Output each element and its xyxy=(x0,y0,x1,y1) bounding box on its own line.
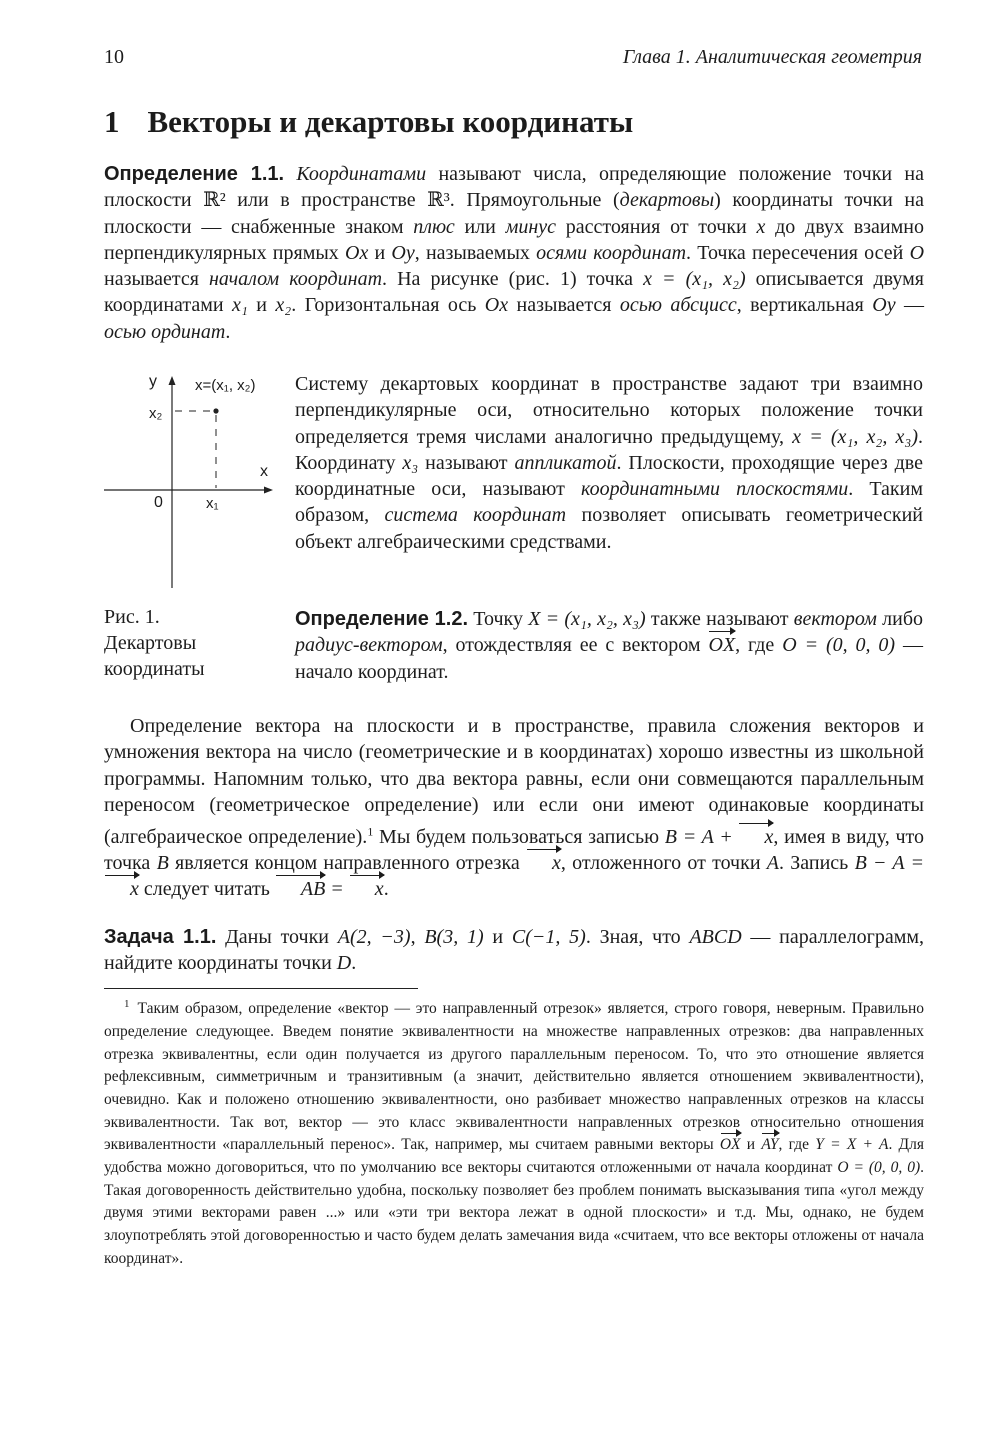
text-run: и xyxy=(247,294,276,317)
page-number: 10 xyxy=(104,46,124,68)
definition-label: Определение 1.1. xyxy=(104,163,285,185)
math-expression: Y = X + A xyxy=(815,1136,889,1154)
emphasized-term: радиус-вектором xyxy=(295,634,443,657)
text-run: называется xyxy=(104,268,209,291)
math-expression: A xyxy=(766,852,780,875)
figure-caption xyxy=(104,604,280,682)
text-run: описывается двумя координатами xyxy=(104,268,924,317)
emphasized-term: началом координат xyxy=(208,268,383,291)
emphasized-term: вектором xyxy=(793,608,877,630)
text-run: или xyxy=(454,215,506,238)
text-run: . xyxy=(383,878,389,901)
section-title: Векторы и декартовы координаты xyxy=(147,104,634,139)
text-run: — xyxy=(895,294,925,317)
footnote-mark: 1 xyxy=(124,998,130,1010)
x-axis-arrow-icon xyxy=(264,487,273,494)
coordinate-diagram xyxy=(104,368,280,598)
vector-symbol: AB xyxy=(275,876,325,902)
text-run: и xyxy=(368,241,392,264)
text-run: , отложенного от точки xyxy=(560,852,767,875)
footnote-divider xyxy=(104,988,418,989)
text-run: до двух взаимно перпендикулярных прямых xyxy=(104,215,924,264)
math-expression: Ox xyxy=(484,294,509,317)
emphasized-term: Координатами xyxy=(296,163,427,185)
math-expression: x = (x₁, x₂, x₃) xyxy=(792,425,918,448)
math-expression: ABCD xyxy=(689,926,742,948)
task-label: Задача 1.1. xyxy=(104,926,217,948)
text-run: либо xyxy=(876,608,924,630)
text-run: . Такая договоренность действительно удобна, поскольку позволяет без проблем понимать высказывания типа «угол между двумя этими векторами равен ...» или «эти три вектора лежат в одной плоскости» и т.д. Мы, однако, не будем злоупотреблять этой договоренностью и часто будем делать замечания вида «считаем, что все векторы отложены от начала координат». xyxy=(104,1159,924,1267)
text-run: . Плоскости, проходящие через две координатные оси, называют xyxy=(295,451,923,501)
text-run: называют xyxy=(418,451,515,474)
emphasized-term: осями координат xyxy=(536,241,687,264)
vector-symbol: x xyxy=(526,850,561,876)
text-run: и xyxy=(483,926,512,948)
text-run: . xyxy=(225,320,231,343)
vector-symbol: x xyxy=(349,876,384,902)
text-run xyxy=(284,163,296,185)
axis-x-label: x xyxy=(260,463,268,480)
text-run: и xyxy=(740,1136,762,1154)
text-run: , отождествляя ее с вектором xyxy=(442,634,709,657)
text-run: позволяет описывать геометрический объект алгебраическими средствами. xyxy=(295,504,924,553)
task-1-1 xyxy=(104,924,924,977)
y-axis-arrow-icon xyxy=(169,376,176,385)
definition-1-2 xyxy=(295,606,923,685)
text-run: , вертикальная xyxy=(736,294,873,317)
math-expression: x xyxy=(756,215,766,238)
math-expression: A(2, −3) xyxy=(337,926,411,948)
math-expression: B(3, 1) xyxy=(424,926,484,948)
text-run: . Таким образом, xyxy=(295,478,924,527)
text-run: , где xyxy=(778,1136,816,1154)
body-paragraph-text xyxy=(104,715,924,900)
body-paragraph xyxy=(104,713,924,903)
math-expression: x₁ xyxy=(232,294,248,317)
math-expression: O = (0, 0, 0) xyxy=(782,634,896,657)
math-expression: x₃ xyxy=(402,451,419,474)
side-paragraph xyxy=(295,371,923,555)
emphasized-term: осью ординат xyxy=(104,320,226,343)
text-run: , где xyxy=(735,634,783,657)
vector-symbol: AY xyxy=(761,1134,778,1157)
tick-x2-label: x₂ xyxy=(149,405,163,422)
text-run: . Горизонтальная ось xyxy=(291,294,485,317)
text-run: — начало координат. xyxy=(295,634,923,683)
running-head: Глава 1. Аналитическая геометрия xyxy=(622,46,922,68)
definition-label: Определение 1.2. xyxy=(295,608,469,630)
emphasized-term: осью абсцисс xyxy=(619,294,737,317)
emphasized-term: координатными плоскостями xyxy=(580,478,849,501)
emphasized-term: декартовы xyxy=(619,189,715,212)
text-run: Точку xyxy=(468,608,529,630)
text-run: . Запись xyxy=(779,852,855,875)
footnote-reference: 1 xyxy=(367,824,374,839)
axis-y-label: y xyxy=(149,373,157,390)
emphasized-term: аппликатой xyxy=(514,451,617,474)
text-run: , имея в виду, что точка xyxy=(104,825,925,875)
point-label: x=(x₁, x₂) xyxy=(195,377,256,394)
math-expression: X = (x₁, x₂, x₃) xyxy=(528,608,646,630)
task-text xyxy=(104,926,924,974)
math-expression: x = (x₁, x₂) xyxy=(643,268,746,291)
side-paragraph-text xyxy=(295,373,923,553)
math-expression: C(−1, 5) xyxy=(511,926,586,948)
text-run: называется xyxy=(508,294,620,317)
text-run: Даны точки xyxy=(216,926,338,948)
footnote xyxy=(104,993,924,1271)
text-run: , xyxy=(410,926,425,948)
vector-symbol: OX xyxy=(720,1134,741,1157)
caption-line: Рис. 1. xyxy=(104,606,160,628)
text-run: также называют xyxy=(645,608,794,630)
emphasized-term: система координат xyxy=(384,504,567,527)
section-heading xyxy=(104,104,633,140)
origin-label: 0 xyxy=(154,494,163,511)
vector-symbol: OX xyxy=(708,632,735,658)
math-expression: Oy xyxy=(391,241,415,264)
emphasized-term: минус xyxy=(505,215,557,238)
caption-line: Декартовы xyxy=(104,632,197,654)
math-expression: O = (0, 0, 0) xyxy=(837,1159,921,1177)
text-run: расстояния от точки xyxy=(556,215,757,238)
text-run: ) координаты точки на плоскости — снабженные знаком xyxy=(104,189,925,238)
definition-1-1 xyxy=(104,161,924,345)
text-run: . xyxy=(351,952,357,975)
math-expression: = xyxy=(325,878,349,901)
math-expression: Ox xyxy=(345,241,369,264)
text-run: называют числа, определяющие положение точки на плоскости ℝ² или в пространстве ℝ³. Прямоугольные ( xyxy=(104,163,925,212)
text-run: . Для удобства можно договориться, что по умолчанию все векторы считаются отложенными от начала координат xyxy=(104,1136,924,1177)
text-run: Систему декартовых координат в пространстве задают три взаимно перпендикулярные оси, относительно которых положение точки определяется тремя числами аналогично предыдущему, xyxy=(295,373,923,448)
math-expression: B xyxy=(156,852,169,875)
section-number: 1 xyxy=(104,104,120,139)
text-run: Определение вектора на плоскости и в пространстве, правила сложения векторов и умножения вектора на число (геометрические и в координатах) хорошо известны из школьной программы. Напомним только, что два вектора равны, если они совмещаются параллельным переносом (геометрическое определение) или если они имеют одинаковые координаты (алгебраическое определение). xyxy=(104,715,924,848)
text-run: . Зная, что xyxy=(585,926,690,948)
definition-text xyxy=(104,163,924,343)
footnote-text xyxy=(104,1000,924,1267)
text-run: . Координату xyxy=(295,425,923,474)
text-run: . Точка пересечения осей xyxy=(686,241,910,264)
vector-symbol: x xyxy=(738,824,773,850)
math-expression: B − A = xyxy=(854,852,925,875)
math-expression: D xyxy=(336,952,352,975)
text-run: Таким образом, определение «вектор — это направленный отрезок» является, строго говоря, неверным. Правильно определение следующее. Введем понятие эквивалентности на множестве направленных отрезков: два направленных отрезка эквивалентны, если один получается из другого параллельным переносом. То, что это отношение является рефлексивным, симметричным и транзитивным (а значит, действительно является отношением эквивалентности), очевидно. Как и положено отношению эквивалентности, оно разбивает множество направленных отрезков на классы эквивалентности. Так вот, вектор — это класс эквивалентности направленных отрезков относительно отношения эквивалентности «параллельный перенос». Так, например, мы считаем равными векторы xyxy=(104,1000,924,1154)
math-expression: O xyxy=(909,241,925,264)
tick-x1-label: x₁ xyxy=(206,495,219,512)
text-run: — параллелограмм, найдите координаты точки xyxy=(104,926,925,975)
text-run: является концом направленного отрезка xyxy=(168,852,526,875)
text-run: . На рисунке (рис. 1) точка xyxy=(382,268,644,291)
point-x xyxy=(213,408,218,413)
emphasized-term: плюс xyxy=(413,215,455,238)
text-run: Мы будем пользоваться записью xyxy=(373,825,665,848)
math-expression: B = A + xyxy=(664,825,739,848)
math-expression: x₂ xyxy=(275,294,292,317)
caption-line: координаты xyxy=(104,658,205,680)
figure-cartesian xyxy=(104,368,280,598)
math-expression: Oy xyxy=(872,294,896,317)
text-run: следует читать xyxy=(138,878,275,901)
text-run: , называемых xyxy=(414,241,537,264)
vector-symbol: x xyxy=(104,876,139,902)
